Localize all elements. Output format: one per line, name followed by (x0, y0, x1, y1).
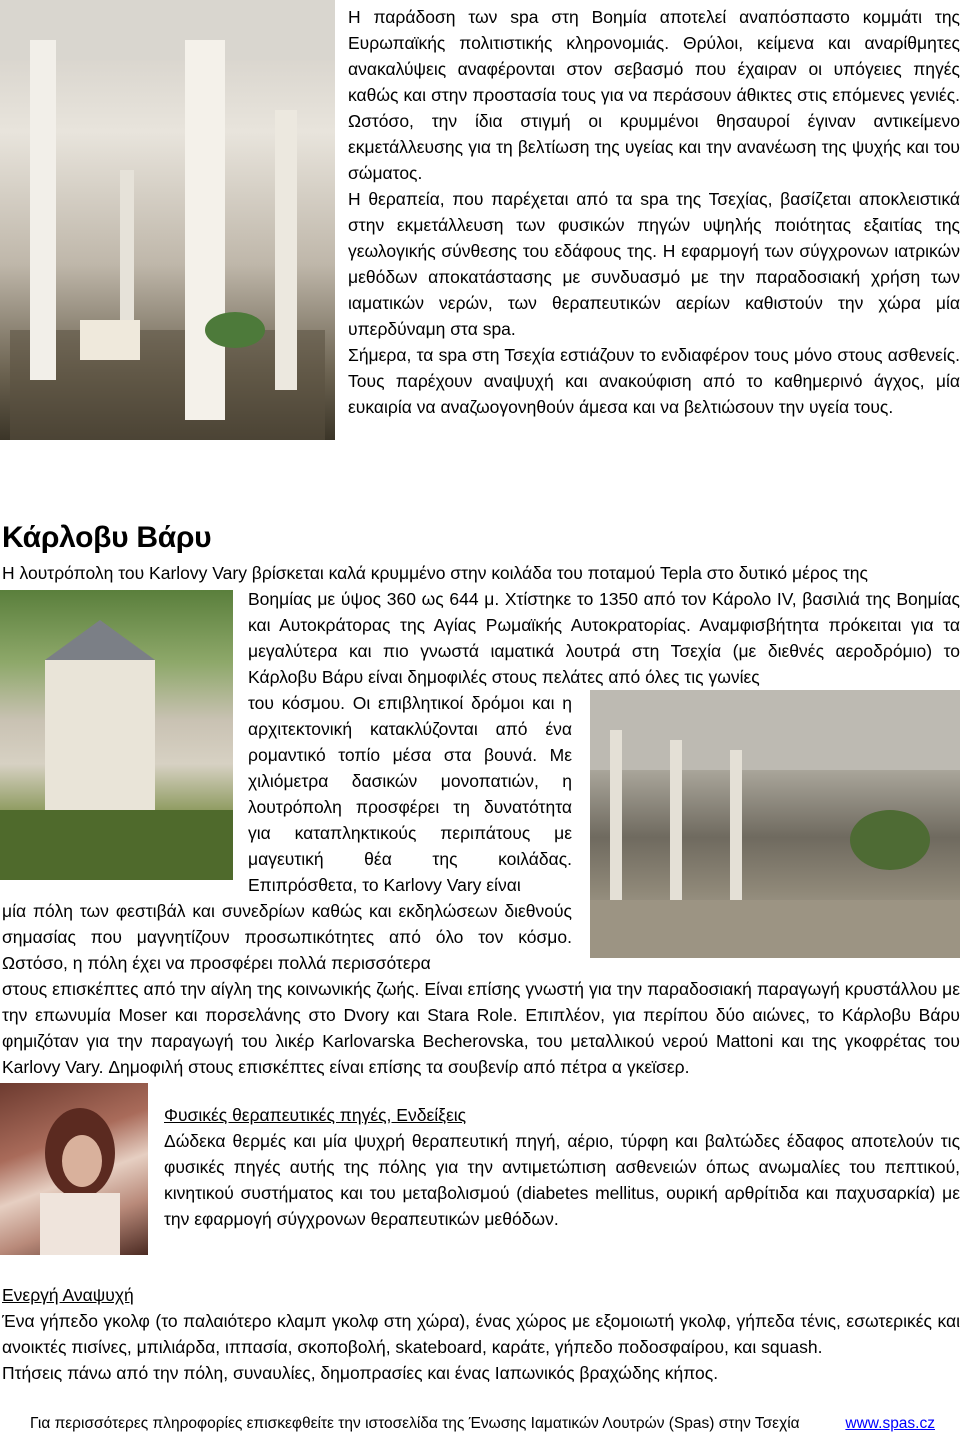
section-block-middle-text: του κόσμου. Οι επιβλητικοί δρόμοι και η αρχιτεκτονική κατακλύζονται από ένα ρομαντικό τοπίο μέσα στα βουνά. Με χιλιόμετρα δασικών μονοπατιών, η λουτρόπολη προσφέρει τη δυνατότητα για καταπληκτικούς περιπάτους με μαγευτική θέα της κοιλάδας. Επιπρόσθετα, το Karlovy Vary είναι (248, 693, 572, 895)
recreation-body-2: Πτήσεις πάνω από την πόλη, συναυλίες, δημοπρασίες και ένας Ιαπωνικός βραχώδης κήπος. (2, 1363, 719, 1383)
springs-body: Δώδεκα θερμές και μία ψυχρή θεραπευτική πηγή, αέριο, τύρφη και βαλτώδες έδαφος αποτελούν τις φυσικές πηγές αυτής της πόλης για την αντιμετώπιση ασθενειών όπως ανωμαλίες του πεπτικού, κινητικού συστήματος και του μεταβολισμού (diabetes mellitus, ουρική αρθρίτιδα και παχυσαρκία) με την εφαρμογή σύγχρονων θεραπευτικών μεθόδων. (164, 1131, 960, 1229)
intro-paragraph-2: Η θεραπεία, που παρέχεται από τα spa της Τσεχίας, βασίζεται αποκλειστικά στην εκμετάλλευση των φυσικών πηγών υψηλής ποιότητας εξαιτίας της γεωλογικής σύνθεσης του εδάφους της. Η εφαρμογή των σύγχρονων ιατρικών μεθόδων αποκατάστασης με συνδυασμό με την παραδοσιακή χρήση των ιαματικών νερών, των θεραπευτικών αερίων καθιστούν την χώρα μία υπερδύναμη στα spa. (348, 189, 960, 339)
section-block-full-text: στους επισκέπτες από την αίγλη της κοινωνικής ζωής. Είναι επίσης γνωστή για την παραδοσιακή παραγωγή κρυστάλλου με την επωνυμία Moser και πορσελάνης στο Dvory και Stara Role. Επιπλέον, για περίπου δύο αιώνες, το Κάρλοβυ Βάρυ φημιζόταν για την παραγωγή του λικέρ Karlovarska Becherovska, του μεταλλικού νερού Mattoni και της γκοφρέτας του Karlovy Vary. Δημοφιλή στους επισκέπτες είναι επίσης τα σουβενίρ από πέτρα α γκεϊσερ. (2, 979, 960, 1077)
section-title: Κάρλοβυ Βάρυ (2, 521, 212, 554)
springs-section (164, 1102, 960, 1232)
footer-text: Για περισσότερες πληροφορίες επισκεφθείτε την ιστοσελίδα της Ένωσης Ιαματικών Λουτρών (Spas) στην Τσεχία (30, 1415, 800, 1432)
section-block-right-text: Βοημίας με ύψος 360 ως 644 μ. Χτίστηκε το 1350 από τον Κάρολο IV, βασιλιά της Βοημίας και Αυτοκράτορας της Αγίας Ρωμαϊκής Αυτοκρατορίας. Αναμφισβήτητα πρόκειται για τα μεγαλύτερα και πιο γνωστά ιαματικά λουτρά στη Τσεχία (με διεθνές αεροδρόμιο) το Κάρλοβυ Βάρυ είναι δημοφιλές στους πελάτες από όλες τις γωνίες (248, 589, 960, 687)
intro-paragraph-3: Σήμερα, τα spa στη Τσεχία εστιάζουν το ενδιαφέρον τους μόνο στους ασθενείς. Τους παρέχουν αναψυχή και ανακούφιση από το καθημερινό άγχος, μία ευκαιρία να αναζωογονηθούν άμεσα και να βελτιώσουν την υγεία τους. (348, 345, 960, 417)
section-block-left (2, 898, 572, 976)
footer (30, 1413, 935, 1435)
intro-paragraph-1: Η παράδοση των spa στη Βοημία αποτελεί αναπόσπαστο κομμάτι της Ευρωπαϊκής πολιτιστικής κληρονομιάς. Θρύλοι, κείμενα και αναρίθμητες ανακαλύψεις αναφέρονται στον σεβασμό που έχαιραν οι υπόγειες πηγές καθώς και στην προστασία τους για να περάσουν άθικτες στις επόμενες γενιές. Ωστόσο, την ίδια στιγμή οι κρυμμένοι θησαυροί έγιναν αντικείμενο εκμετάλλευσης για τη βελτίωση της υγείας και την ανανέωση της ψυχής και του σώματος. (348, 7, 960, 183)
section-block-full (2, 976, 960, 1080)
hotel-photo (0, 590, 233, 880)
recreation-body-1: Ένα γήπεδο γκολφ (το παλαιότερο κλαμπ γκολφ στη χώρα), ένας χώρος με εξομοιωτή γκολφ, γήπεδα τένις, εσωτερικές και ανοικτές πισίνες, μπιλιάρδα, ιππασία, σκοποβολή, skateboard, καράτε, γήπεδο ποδοσφαίρου, και squash. (2, 1311, 960, 1357)
colonnade-photo (0, 0, 335, 440)
section-block-middle (248, 690, 572, 898)
recreation-title: Ενεργή Αναψυχή (2, 1285, 134, 1305)
footer-link[interactable]: www.spas.cz (845, 1415, 935, 1432)
springs-title: Φυσικές θεραπευτικές πηγές, Ενδείξεις (164, 1105, 467, 1125)
intro-text (348, 4, 960, 420)
section-block-right (248, 586, 960, 690)
section-line-1 (2, 560, 960, 586)
section-block-left-text: μία πόλη των φεστιβάλ και συνεδρίων καθώς και εκδηλώσεων διεθνούς σημασίας που μαγνητίζουν προσωπικότητες από όλο τον κόσμο. Ωστόσο, η πόλη έχει να προσφέρει πολλά περισσότερα (2, 901, 572, 973)
woman-spa-photo (0, 1083, 148, 1255)
section-intro-line: Η λουτρόπολη του Karlovy Vary βρίσκεται καλά κρυμμένο στην κοιλάδα του ποταμού Tepla στο δυτικό μέρος της (2, 563, 868, 583)
recreation-section (2, 1282, 960, 1386)
colonnade-street-photo (590, 690, 960, 958)
